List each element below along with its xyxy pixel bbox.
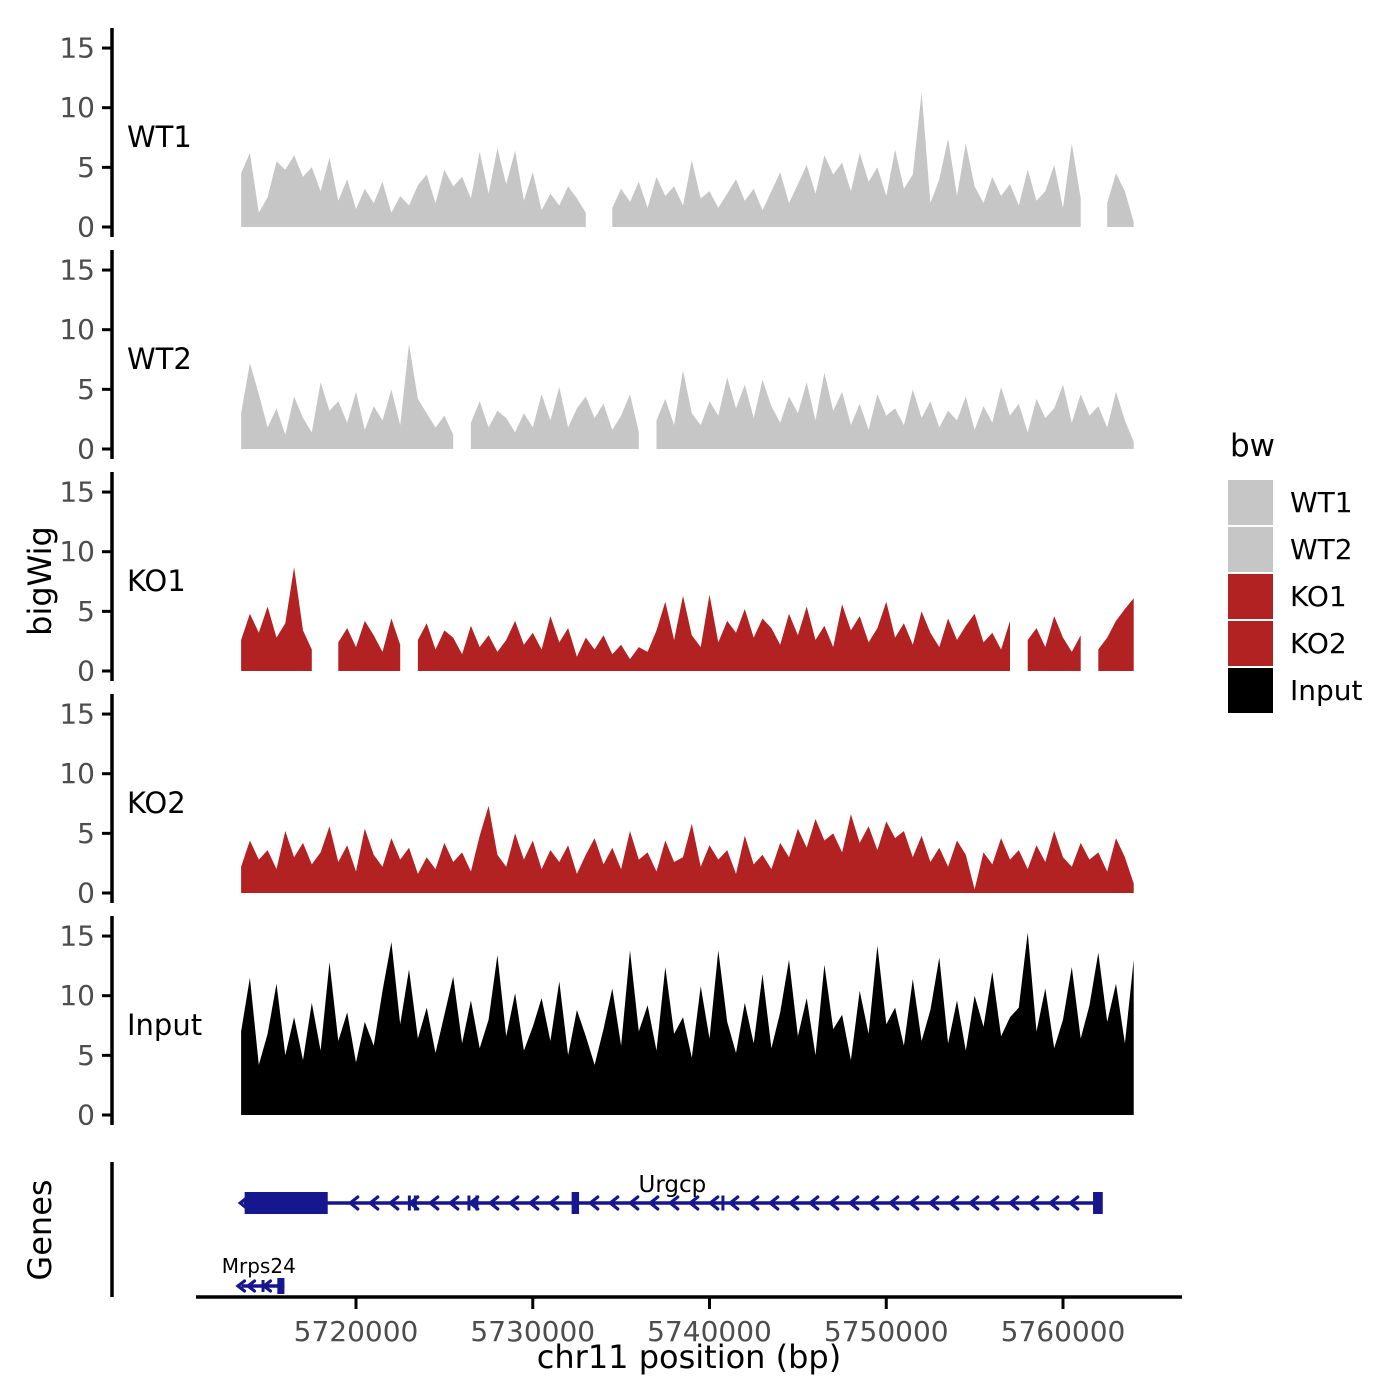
signal-area-WT1 — [612, 92, 1080, 227]
gene-exon — [277, 1278, 284, 1294]
y-tick-label: 15 — [59, 253, 95, 287]
legend-label-wt1: WT1 — [1290, 486, 1353, 519]
x-tick-label: 5720000 — [293, 1314, 419, 1348]
legend-item-wt1 — [1228, 480, 1363, 525]
gene-model-Mrps24 — [222, 1254, 296, 1294]
y-tick-label: 10 — [59, 757, 95, 791]
y-tick-label: 5 — [77, 816, 95, 850]
y-tick-label: 0 — [77, 1098, 95, 1132]
gene-model-Urgcp — [240, 1172, 1103, 1214]
x-tick-label: 5760000 — [1000, 1314, 1126, 1348]
y-tick-label: 15 — [59, 475, 95, 509]
signal-area-WT2 — [657, 370, 1134, 449]
gene-exon — [1093, 1192, 1103, 1214]
panel-label-Input: Input — [127, 1008, 203, 1042]
legend-label-ko1: KO1 — [1290, 580, 1347, 613]
panel-label-KO2: KO2 — [127, 786, 186, 820]
legend-label-ko2: KO2 — [1290, 627, 1347, 660]
gene-label-Mrps24: Mrps24 — [221, 1254, 296, 1278]
panel-KO2 — [59, 694, 1133, 909]
gene-exon-tick — [408, 1196, 411, 1211]
y-tick-label: 10 — [59, 979, 95, 1013]
y-tick-label: 10 — [59, 535, 95, 569]
panel-WT2 — [59, 250, 1133, 465]
y-tick-label: 0 — [77, 210, 95, 244]
signal-area-WT2 — [241, 344, 453, 449]
legend-swatch-ko1 — [1228, 574, 1273, 619]
y-tick-label: 5 — [77, 150, 95, 184]
legend-swatch-input — [1228, 668, 1273, 713]
y-tick-label: 5 — [77, 372, 95, 406]
x-axis-title: chr11 position (bp) — [536, 1338, 842, 1376]
legend-label-wt2: WT2 — [1290, 533, 1353, 566]
signal-area-KO1 — [418, 595, 1010, 671]
panel-KO1 — [59, 472, 1133, 687]
y-tick-label: 15 — [59, 919, 95, 953]
y-tick-label: 10 — [59, 313, 95, 347]
signal-area-KO1 — [241, 567, 312, 671]
y-tick-label: 15 — [59, 697, 95, 731]
x-tick-label: 5750000 — [823, 1314, 949, 1348]
signal-area-KO2 — [241, 806, 1134, 893]
gene-exon-tick — [262, 1280, 265, 1292]
y-tick-label: 10 — [59, 91, 95, 125]
y-tick-label: 0 — [77, 654, 95, 688]
signal-area-WT1 — [1107, 173, 1134, 227]
legend-item-input — [1228, 668, 1363, 713]
y-tick-label: 0 — [77, 876, 95, 910]
legend-item-ko1 — [1228, 574, 1363, 619]
panel-Input — [59, 916, 1133, 1131]
y-tick-label: 5 — [77, 594, 95, 628]
signal-area-KO1 — [1098, 598, 1133, 671]
signal-area-KO1 — [338, 619, 400, 672]
signal-area-WT2 — [471, 387, 639, 449]
gene-exon-tick — [721, 1196, 724, 1211]
genes-panel — [112, 1162, 1103, 1297]
gene-exon — [245, 1192, 328, 1214]
x-tick-label: 5730000 — [470, 1314, 596, 1348]
legend — [1228, 428, 1363, 715]
legend-title: bw — [1230, 428, 1276, 464]
legend-item-ko2 — [1228, 621, 1363, 666]
gene-exon-tick — [475, 1196, 478, 1211]
y-axis-title: bigWig — [21, 526, 59, 636]
panel-label-KO1: KO1 — [127, 564, 186, 598]
gene-label-Urgcp: Urgcp — [638, 1172, 707, 1198]
panel-label-WT1: WT1 — [127, 120, 192, 154]
genes-axis-title: Genes — [21, 1179, 59, 1281]
gene-exon-tick — [414, 1196, 417, 1211]
signal-area-Input — [241, 933, 1134, 1116]
gene-exon-tick — [467, 1196, 470, 1211]
legend-swatch-wt2 — [1228, 527, 1273, 572]
gene-exon — [572, 1192, 579, 1214]
legend-swatch-wt1 — [1228, 480, 1273, 525]
y-tick-label: 0 — [77, 432, 95, 466]
signal-area-WT1 — [241, 148, 586, 227]
y-tick-label: 5 — [77, 1038, 95, 1072]
signal-area-KO1 — [1028, 616, 1081, 671]
legend-swatch-ko2 — [1228, 621, 1273, 666]
y-tick-label: 15 — [59, 31, 95, 65]
panel-WT1 — [59, 28, 1133, 243]
panel-label-WT2: WT2 — [127, 342, 192, 376]
legend-label-input: Input — [1290, 674, 1363, 707]
legend-item-wt2 — [1228, 527, 1363, 572]
x-tick-label: 5740000 — [647, 1314, 772, 1348]
